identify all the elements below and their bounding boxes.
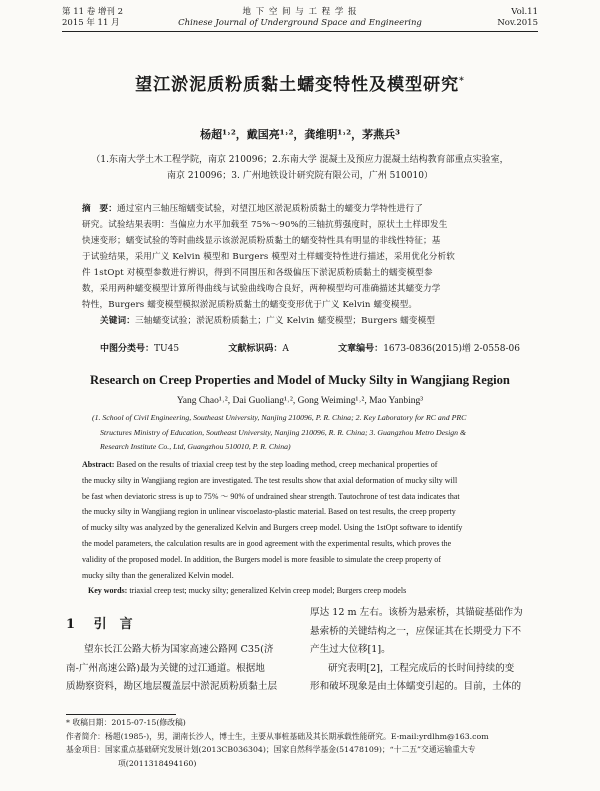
keywords-zh-label: 关键词： [100, 316, 135, 326]
footnote-funding: 基金项目：国家重点基础研究发展计划(2013CB036304)；国家自然科学基金(51478109)；“十二五”交通运输重大专 [66, 745, 476, 754]
abstract-en-label: Abstract: [82, 460, 115, 469]
abstract-zh-line: 研究。试验结果表明：当偏应力水平加载至 75%～90%的三轴抗剪强度时，原状土土样即发生 [82, 220, 448, 230]
abstract-zh-line: 通过室内三轴压缩蠕变试验，对望江地区淤泥质粉质黏土的蠕变力学特性进行了 [116, 204, 424, 214]
footnote-received: * 收稿日期：2015-07-15(修改稿) [66, 718, 186, 727]
doc-code-value: A [282, 344, 289, 354]
abstract-en-line: of mucky silty was analyzed by the generalized Kelvin and Burgers creep model. Using the 1stOpt software to identify [82, 523, 463, 533]
authors-zh: 杨超¹˒²，戴国亮¹˒²，龚维明¹˒²，茅燕兵³ [200, 128, 400, 141]
section-1-number: 1 [66, 617, 76, 632]
authors-en: Yang Chao¹˒², Dai Guoliang¹˒², Gong Weiming¹˒², Mao Yanbing³ [176, 396, 424, 406]
body-left-column [66, 641, 292, 697]
abstract-en-line: validity of the proposed model. In addition, the Burgers model is more feasible to simulate the creep property of [82, 554, 441, 564]
header-date: 2015 年 11 月 [62, 18, 120, 28]
affiliation-en-line: (1. School of Civil Engineering, Southeast University, Nanjing 210096, P. R. China; 2. Key Laboratory for RC and PRC [92, 413, 467, 422]
affiliation-en-line: Structures Ministry of Education, Southeast University, Nanjing 210096, R. R. China; 3. Guangzhou Metro Design & [100, 427, 467, 437]
article-no-label: 文章编号： [338, 344, 384, 354]
footnote-author: 作者简介：杨超(1985-)，男，湖南长沙人，博士生，主要从事桩基础及其长期承载性能研究。E-mail:yrdlhm@163.com [66, 731, 489, 741]
abstract-en [82, 457, 522, 599]
body-line: 厚达 12 m 左右。该桥为悬索桥，其锚碇基础作为 [310, 607, 523, 618]
clc-label: 中图分类号： [100, 344, 155, 354]
body-right-column [310, 604, 538, 697]
paper-title-zh [40, 70, 560, 95]
affiliation-zh-2: 南京 210096；3. 广州地铁设计研究院有限公司，广州 510010） [167, 171, 433, 181]
abstract-en-line: the mucky silty in Wangjiang region are investigated. The test results show that axial deformation of mucky silty will [82, 475, 458, 485]
title-star: * [459, 76, 465, 87]
clc-value: TU45 [154, 344, 180, 354]
header-volume: 第 11 卷 增刊 2 [62, 7, 124, 17]
affiliation-en-line: Research Institute Co., Ltd, Guangzhou 510010, P. R. China) [100, 442, 291, 451]
footnote-rule [66, 714, 176, 715]
abstract-zh-line: 快速变形；蠕变试验的等时曲线显示该淤泥质粉质黏土的蠕变特性具有明显的非线性特征；基 [82, 236, 441, 246]
body-line: 悬索桥的关键结构之一，应保证其在长期受力下不 [310, 625, 522, 637]
abstract-en-line: mucky silty than the generalized Kelvin model. [82, 570, 234, 580]
abstract-zh-line: 于试验结果，采用广义 Kelvin 模型和 Burgers 模型对土样蠕变特性进行描述，采用优化分析软 [82, 252, 455, 262]
body-line: 研究表明[2]，工程完成后的长时间持续的变 [328, 662, 515, 674]
article-no-value: 1673-0836(2015)增 2-0558-06 [383, 344, 520, 354]
paper-title-en: Research on Creep Properties and Model of Mucky Silty in Wangjiang Region [90, 373, 510, 387]
body-line: 产生过大位移[1]。 [310, 644, 391, 655]
header-vol-en: Vol.11 [511, 7, 538, 17]
header-date-en: Nov.2015 [497, 18, 538, 28]
section-1-heading [66, 613, 133, 632]
affiliation-en [92, 411, 532, 455]
abstract-zh [82, 201, 522, 329]
footnotes [66, 716, 546, 770]
section-1-title: 引 言 [93, 617, 133, 632]
keywords-zh-text: 三轴蠕变试验；淤泥质粉质黏土；广义 Kelvin 蠕变模型；Burgers 蠕变模型 [134, 316, 436, 326]
abstract-zh-line: 特性，Burgers 蠕变模型模拟淤泥质粉质黏土的蠕变变形优于广义 Kelvin 蠕变模型。 [82, 300, 418, 310]
body-line: 南-广州高速公路)最为关键的过江通道。根据地 [66, 662, 265, 674]
header-journal-zh: 地 下 空 间 与 工 程 学 报 [242, 7, 358, 17]
classification-line [100, 341, 520, 354]
abstract-en-line: be fast when deviatoric stress is up to 75% ～ 90% of undrained shear strength. Tautochrone of test data indicates that [82, 491, 460, 501]
doc-code-label: 文献标识码： [228, 344, 283, 354]
keywords-en-text: triaxial creep test; mucky silty; generalized Kelvin creep model; Burgers creep models [129, 586, 407, 596]
abstract-zh-label: 摘 要： [82, 204, 117, 214]
header-rule [62, 31, 538, 32]
header-journal-en: Chinese Journal of Underground Space and Engineering [178, 18, 422, 28]
body-line: 形和破坏现象是由土体蠕变引起的。目前，土体的 [310, 681, 522, 692]
abstract-en-line: Based on the results of triaxial creep test by the step loading method, creep mechanical properties of [116, 460, 438, 469]
abstract-zh-line: 件 1stOpt 对模型参数进行辨识，得到不同围压和各级偏压下淤泥质粉质黏土的蠕变模型参 [82, 268, 433, 278]
body-line: 望东长江公路大桥为国家高速公路网 C35(济 [84, 644, 274, 655]
title-zh-text: 望江淤泥质粉质黏土蠕变特性及模型研究 [135, 75, 460, 95]
abstract-zh-line: 数，采用两种蠕变模型计算所得曲线与试验曲线吻合良好，两种模型均可准确描述其蠕变力学 [82, 284, 441, 294]
footnote-funding-cont: 项(2011318494160) [118, 758, 197, 768]
abstract-en-line: the mucky silty in Wangjiang region in unlinear viscoelasto-plastic material. Based on test results, the creep property [82, 507, 456, 517]
affiliation-zh-1: （1.东南大学土木工程学院，南京 210096；2.东南大学 混凝土及预应力混凝土结构教育部重点实验室， [91, 155, 509, 165]
keywords-en-label: Key words: [88, 586, 128, 596]
body-line: 质勘察资料，勘区地层覆盖层中淤泥质粉质黏土层 [66, 681, 278, 692]
abstract-en-line: the model parameters, the calculation results are in good agreement with the experimental results, which proves the [82, 538, 452, 548]
